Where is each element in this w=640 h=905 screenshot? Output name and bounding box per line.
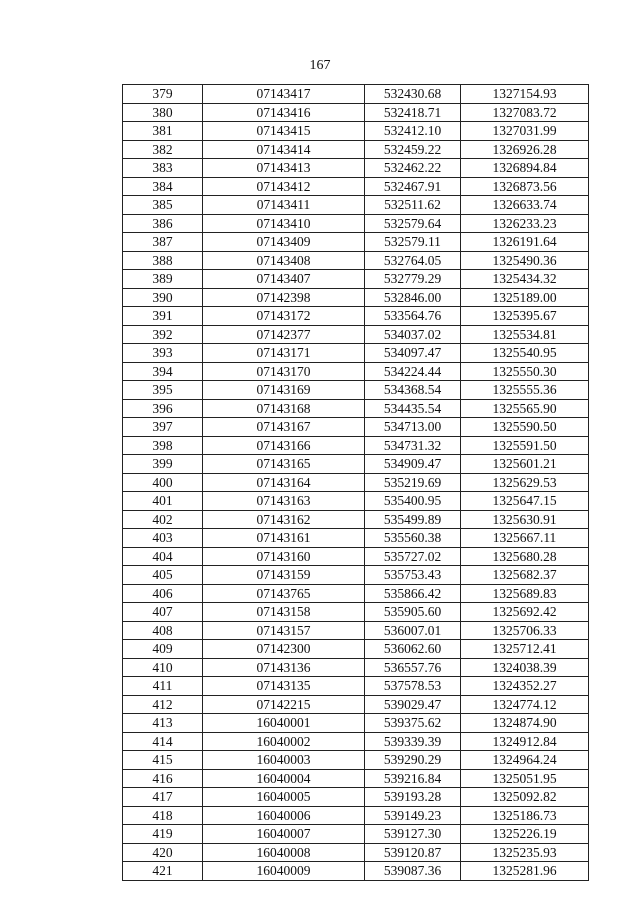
- x-coordinate-cell: 539149.23: [365, 806, 461, 825]
- y-coordinate-cell: 1325667.11: [461, 529, 589, 548]
- point-code-cell: 07143172: [203, 307, 365, 326]
- point-number-cell: 398: [123, 436, 203, 455]
- y-coordinate-cell: 1327031.99: [461, 122, 589, 141]
- x-coordinate-cell: 539087.36: [365, 862, 461, 881]
- y-coordinate-cell: 1326191.64: [461, 233, 589, 252]
- x-coordinate-cell: 532459.22: [365, 140, 461, 159]
- x-coordinate-cell: 535866.42: [365, 584, 461, 603]
- point-code-cell: 07143163: [203, 492, 365, 511]
- point-number-cell: 404: [123, 547, 203, 566]
- table-row: [123, 122, 589, 141]
- y-coordinate-cell: 1325630.91: [461, 510, 589, 529]
- point-number-cell: 395: [123, 381, 203, 400]
- y-coordinate-cell: 1325647.15: [461, 492, 589, 511]
- table-row: [123, 714, 589, 733]
- y-coordinate-cell: 1325680.28: [461, 547, 589, 566]
- point-number-cell: 396: [123, 399, 203, 418]
- point-code-cell: 07143166: [203, 436, 365, 455]
- point-number-cell: 379: [123, 85, 203, 104]
- y-coordinate-cell: 1325689.83: [461, 584, 589, 603]
- point-code-cell: 16040001: [203, 714, 365, 733]
- point-number-cell: 392: [123, 325, 203, 344]
- table-row: [123, 381, 589, 400]
- table-row: [123, 233, 589, 252]
- point-number-cell: 415: [123, 751, 203, 770]
- x-coordinate-cell: 534909.47: [365, 455, 461, 474]
- point-number-cell: 385: [123, 196, 203, 215]
- y-coordinate-cell: 1325629.53: [461, 473, 589, 492]
- table-row: [123, 362, 589, 381]
- point-number-cell: 399: [123, 455, 203, 474]
- page-number: 167: [309, 58, 331, 73]
- point-number-cell: 419: [123, 825, 203, 844]
- x-coordinate-cell: 535219.69: [365, 473, 461, 492]
- x-coordinate-cell: 532467.91: [365, 177, 461, 196]
- y-coordinate-cell: 1325092.82: [461, 788, 589, 807]
- point-code-cell: 16040009: [203, 862, 365, 881]
- x-coordinate-cell: 532764.05: [365, 251, 461, 270]
- point-number-cell: 401: [123, 492, 203, 511]
- coordinates-table-body: [123, 85, 589, 881]
- point-code-cell: 07143157: [203, 621, 365, 640]
- point-number-cell: 383: [123, 159, 203, 178]
- point-number-cell: 382: [123, 140, 203, 159]
- table-row: [123, 825, 589, 844]
- point-number-cell: 421: [123, 862, 203, 881]
- point-code-cell: 16040006: [203, 806, 365, 825]
- point-code-cell: 07143159: [203, 566, 365, 585]
- table-row: [123, 177, 589, 196]
- table-row: [123, 732, 589, 751]
- y-coordinate-cell: 1325692.42: [461, 603, 589, 622]
- y-coordinate-cell: 1325540.95: [461, 344, 589, 363]
- point-code-cell: 07142377: [203, 325, 365, 344]
- table-row: [123, 418, 589, 437]
- table-row: [123, 492, 589, 511]
- table-row: [123, 806, 589, 825]
- x-coordinate-cell: 535560.38: [365, 529, 461, 548]
- y-coordinate-cell: 1325550.30: [461, 362, 589, 381]
- point-number-cell: 390: [123, 288, 203, 307]
- point-number-cell: 416: [123, 769, 203, 788]
- y-coordinate-cell: 1326633.74: [461, 196, 589, 215]
- table-row: [123, 140, 589, 159]
- point-number-cell: 420: [123, 843, 203, 862]
- table-row: [123, 621, 589, 640]
- y-coordinate-cell: 1325051.95: [461, 769, 589, 788]
- point-code-cell: 07143136: [203, 658, 365, 677]
- y-coordinate-cell: 1326873.56: [461, 177, 589, 196]
- x-coordinate-cell: 537578.53: [365, 677, 461, 696]
- x-coordinate-cell: 535753.43: [365, 566, 461, 585]
- table-row: [123, 510, 589, 529]
- point-code-cell: 07143168: [203, 399, 365, 418]
- table-row: [123, 658, 589, 677]
- table-row: [123, 788, 589, 807]
- table-row: [123, 547, 589, 566]
- x-coordinate-cell: 534224.44: [365, 362, 461, 381]
- x-coordinate-cell: 536062.60: [365, 640, 461, 659]
- point-code-cell: 16040005: [203, 788, 365, 807]
- point-code-cell: 07143162: [203, 510, 365, 529]
- y-coordinate-cell: 1325395.67: [461, 307, 589, 326]
- table-row: [123, 251, 589, 270]
- table-row: [123, 862, 589, 881]
- point-code-cell: 16040008: [203, 843, 365, 862]
- table-row: [123, 399, 589, 418]
- y-coordinate-cell: 1325189.00: [461, 288, 589, 307]
- y-coordinate-cell: 1325434.32: [461, 270, 589, 289]
- x-coordinate-cell: 535400.95: [365, 492, 461, 511]
- y-coordinate-cell: 1325565.90: [461, 399, 589, 418]
- x-coordinate-cell: 539127.30: [365, 825, 461, 844]
- table-row: [123, 751, 589, 770]
- point-code-cell: 07143407: [203, 270, 365, 289]
- x-coordinate-cell: 532779.29: [365, 270, 461, 289]
- x-coordinate-cell: 532579.11: [365, 233, 461, 252]
- point-number-cell: 412: [123, 695, 203, 714]
- point-number-cell: 402: [123, 510, 203, 529]
- y-coordinate-cell: 1325490.36: [461, 251, 589, 270]
- point-code-cell: 07143169: [203, 381, 365, 400]
- y-coordinate-cell: 1325235.93: [461, 843, 589, 862]
- point-number-cell: 393: [123, 344, 203, 363]
- point-number-cell: 413: [123, 714, 203, 733]
- point-code-cell: 07143412: [203, 177, 365, 196]
- x-coordinate-cell: 534037.02: [365, 325, 461, 344]
- point-code-cell: 07143167: [203, 418, 365, 437]
- point-code-cell: 07143765: [203, 584, 365, 603]
- table-row: [123, 769, 589, 788]
- point-code-cell: 07142300: [203, 640, 365, 659]
- point-code-cell: 07143415: [203, 122, 365, 141]
- point-number-cell: 418: [123, 806, 203, 825]
- y-coordinate-cell: 1325555.36: [461, 381, 589, 400]
- point-code-cell: 07143161: [203, 529, 365, 548]
- point-code-cell: 07143408: [203, 251, 365, 270]
- y-coordinate-cell: 1325601.21: [461, 455, 589, 474]
- point-code-cell: 07143416: [203, 103, 365, 122]
- y-coordinate-cell: 1324038.39: [461, 658, 589, 677]
- point-code-cell: 07143414: [203, 140, 365, 159]
- y-coordinate-cell: 1326233.23: [461, 214, 589, 233]
- table-row: [123, 473, 589, 492]
- x-coordinate-cell: 534368.54: [365, 381, 461, 400]
- x-coordinate-cell: 533564.76: [365, 307, 461, 326]
- table-row: [123, 288, 589, 307]
- point-number-cell: 406: [123, 584, 203, 603]
- point-code-cell: 16040007: [203, 825, 365, 844]
- y-coordinate-cell: 1325186.73: [461, 806, 589, 825]
- table-row: [123, 603, 589, 622]
- x-coordinate-cell: 532412.10: [365, 122, 461, 141]
- x-coordinate-cell: 535727.02: [365, 547, 461, 566]
- point-code-cell: 07142215: [203, 695, 365, 714]
- point-code-cell: 16040002: [203, 732, 365, 751]
- point-number-cell: 403: [123, 529, 203, 548]
- x-coordinate-cell: 532430.68: [365, 85, 461, 104]
- x-coordinate-cell: 539120.87: [365, 843, 461, 862]
- table-row: [123, 103, 589, 122]
- table-row: [123, 436, 589, 455]
- y-coordinate-cell: 1325534.81: [461, 325, 589, 344]
- table-row: [123, 695, 589, 714]
- table-row: [123, 455, 589, 474]
- point-number-cell: 388: [123, 251, 203, 270]
- x-coordinate-cell: 536007.01: [365, 621, 461, 640]
- x-coordinate-cell: 532511.62: [365, 196, 461, 215]
- point-number-cell: 394: [123, 362, 203, 381]
- y-coordinate-cell: 1325706.33: [461, 621, 589, 640]
- table-row: [123, 85, 589, 104]
- x-coordinate-cell: 534713.00: [365, 418, 461, 437]
- x-coordinate-cell: 532579.64: [365, 214, 461, 233]
- point-code-cell: 16040003: [203, 751, 365, 770]
- x-coordinate-cell: 535499.89: [365, 510, 461, 529]
- y-coordinate-cell: 1327154.93: [461, 85, 589, 104]
- point-code-cell: 07143158: [203, 603, 365, 622]
- point-number-cell: 417: [123, 788, 203, 807]
- table-row: [123, 529, 589, 548]
- point-number-cell: 410: [123, 658, 203, 677]
- point-number-cell: 397: [123, 418, 203, 437]
- point-code-cell: 07143410: [203, 214, 365, 233]
- table-row: [123, 325, 589, 344]
- table-row: [123, 307, 589, 326]
- y-coordinate-cell: 1325682.37: [461, 566, 589, 585]
- y-coordinate-cell: 1325590.50: [461, 418, 589, 437]
- point-code-cell: 07143165: [203, 455, 365, 474]
- point-number-cell: 387: [123, 233, 203, 252]
- point-number-cell: 384: [123, 177, 203, 196]
- x-coordinate-cell: 539375.62: [365, 714, 461, 733]
- point-number-cell: 414: [123, 732, 203, 751]
- y-coordinate-cell: 1324774.12: [461, 695, 589, 714]
- x-coordinate-cell: 535905.60: [365, 603, 461, 622]
- point-number-cell: 391: [123, 307, 203, 326]
- y-coordinate-cell: 1326894.84: [461, 159, 589, 178]
- x-coordinate-cell: 536557.76: [365, 658, 461, 677]
- point-code-cell: 07143417: [203, 85, 365, 104]
- y-coordinate-cell: 1324912.84: [461, 732, 589, 751]
- table-row: [123, 566, 589, 585]
- table-row: [123, 584, 589, 603]
- x-coordinate-cell: 539029.47: [365, 695, 461, 714]
- x-coordinate-cell: 534097.47: [365, 344, 461, 363]
- coordinates-table: [122, 84, 589, 881]
- table-row: [123, 159, 589, 178]
- table-row: [123, 214, 589, 233]
- x-coordinate-cell: 539216.84: [365, 769, 461, 788]
- x-coordinate-cell: 534731.32: [365, 436, 461, 455]
- table-row: [123, 677, 589, 696]
- point-number-cell: 405: [123, 566, 203, 585]
- point-code-cell: 16040004: [203, 769, 365, 788]
- point-code-cell: 07143171: [203, 344, 365, 363]
- x-coordinate-cell: 539290.29: [365, 751, 461, 770]
- y-coordinate-cell: 1325591.50: [461, 436, 589, 455]
- table-row: [123, 270, 589, 289]
- x-coordinate-cell: 539339.39: [365, 732, 461, 751]
- point-number-cell: 380: [123, 103, 203, 122]
- point-code-cell: 07143160: [203, 547, 365, 566]
- y-coordinate-cell: 1324964.24: [461, 751, 589, 770]
- point-number-cell: 386: [123, 214, 203, 233]
- point-code-cell: 07143413: [203, 159, 365, 178]
- x-coordinate-cell: 532418.71: [365, 103, 461, 122]
- x-coordinate-cell: 539193.28: [365, 788, 461, 807]
- point-number-cell: 411: [123, 677, 203, 696]
- x-coordinate-cell: 534435.54: [365, 399, 461, 418]
- point-code-cell: 07143170: [203, 362, 365, 381]
- y-coordinate-cell: 1325712.41: [461, 640, 589, 659]
- point-number-cell: 409: [123, 640, 203, 659]
- table-row: [123, 344, 589, 363]
- table-row: [123, 843, 589, 862]
- point-number-cell: 381: [123, 122, 203, 141]
- y-coordinate-cell: 1324874.90: [461, 714, 589, 733]
- table-row: [123, 640, 589, 659]
- point-code-cell: 07143411: [203, 196, 365, 215]
- point-code-cell: 07142398: [203, 288, 365, 307]
- y-coordinate-cell: 1327083.72: [461, 103, 589, 122]
- y-coordinate-cell: 1325281.96: [461, 862, 589, 881]
- point-code-cell: 07143409: [203, 233, 365, 252]
- y-coordinate-cell: 1326926.28: [461, 140, 589, 159]
- table-row: [123, 196, 589, 215]
- point-number-cell: 408: [123, 621, 203, 640]
- y-coordinate-cell: 1325226.19: [461, 825, 589, 844]
- point-number-cell: 400: [123, 473, 203, 492]
- point-code-cell: 07143135: [203, 677, 365, 696]
- point-code-cell: 07143164: [203, 473, 365, 492]
- x-coordinate-cell: 532846.00: [365, 288, 461, 307]
- point-number-cell: 389: [123, 270, 203, 289]
- point-number-cell: 407: [123, 603, 203, 622]
- x-coordinate-cell: 532462.22: [365, 159, 461, 178]
- y-coordinate-cell: 1324352.27: [461, 677, 589, 696]
